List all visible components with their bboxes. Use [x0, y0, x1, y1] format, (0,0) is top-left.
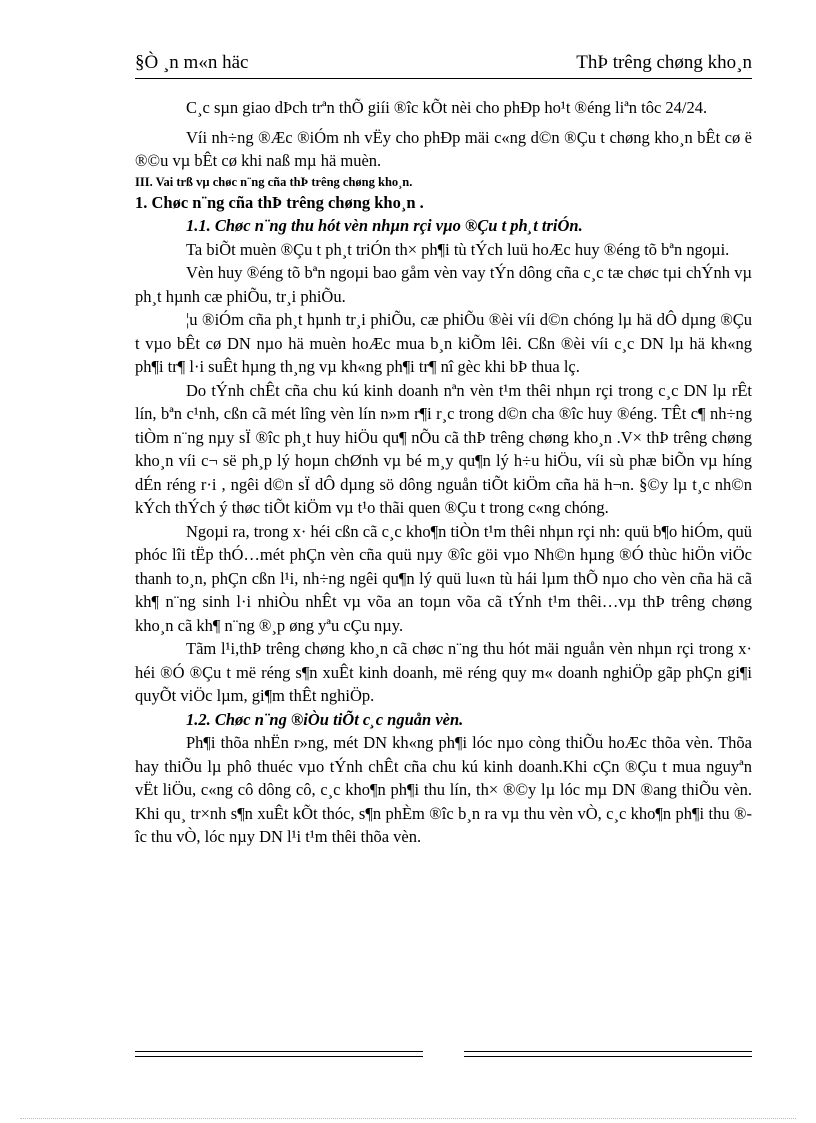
page-header [135, 50, 752, 79]
paragraph: Tãm l¹i,thÞ trêng chøng kho¸n cã chøc n¨ng thu hót mäi nguån vèn nhµn rçi trong x· héi ®Ó ®Çu t më réng s¶n xuÊt kinh doanh, më réng quy m« doanh nghiÖp gãp phÇn gi¶i quyÕt viÖc lµm, gi¶m thÊt nghiÖp. [135, 639, 752, 705]
paragraph: Víi nh÷ng ®Æc ®iÓm nh vËy cho phÐp mäi c«ng d©n ®Çu t chøng kho¸n bÊt cø ë ®©u vµ bÊt cø khi naß mµ hä muèn. [135, 127, 752, 170]
heading-1-2: 1.2. Chøc n¨ng ®iÒu tiÕt c¸c nguån vèn. [186, 709, 464, 729]
page-footer [135, 1051, 752, 1059]
paragraph: ¦u ®iÓm cña ph¸t hµnh tr¸i phiÕu, cæ phiÕu ®èi víi d©n chóng lµ hä dÔ dµng ®Çu t vµo bÊt cø DN nµo hä muèn hoÆc mua b¸n kiÕm lêi. Cßn ®èi víi c¸c DN lµ hä kh«ng ph¶i tr¶ l·i suÊt hµng th¸ng vµ kh«ng ph¶i tr¶ nî gèc khi bÞ thua lç. [135, 310, 752, 376]
footer-rule-left [135, 1051, 423, 1057]
page-edge [20, 1118, 796, 1119]
paragraph: Vèn huy ®éng tõ bªn ngoµi bao gåm vèn vay tÝn dông cña c¸c tæ chøc tµi chÝnh vµ ph¸t hµnh cæ phiÕu, tr¸i phiÕu. [135, 263, 752, 306]
paragraph: Do tÝnh chÊt cña chu kú kinh doanh nªn vèn t¹m thêi nhµn rçi trong c¸c DN lµ rÊt lín, bªn c¹nh, cßn cã mét lîng vèn lín n»m r¶i r¸c trong d©n cha ®îc huy ®éng. TÊt c¶ nh÷ng tiÒm n¨ng nµy sÏ ®îc ph¸t huy hiÖu qu¶ nÕu cã thÞ trêng chøng kho¸n .V× thÞ trêng chøng kho¸n víi c¬ së ph¸p lý hoµn chØnh vµ bé m¸y qu¶n lý h÷u hiÖu, víi sù phæ biÕn vµ híng dÉn réng r·i , ngêi d©n sÏ dÔ dµng sö dông nguån tiÕt kiÖm cña hä h¬n. §©y lµ t¸c nh©n kÝch thÝch ý thøc tiÕt kiÖm vµ t¹o thãi quen ®Çu t trong c«ng chóng. [135, 380, 752, 517]
header-subject: §Ò ¸n m«n häc [135, 52, 249, 73]
paragraph: Ngoµi ra, trong x· héi cßn cã c¸c kho¶n tiÒn t¹m thêi nhµn rçi nh: quü b¶o hiÓm, quü phóc lîi tËp thÓ…mét phÇn vèn cña quü nµy ®îc göi vµo Nh©n hµng ®Ó thùc hiÖn viÖc thanh to¸n, phÇn cßn l¹i, nh÷ng ngêi qu¶n lý quü lu«n tù hái lµm thÕ nµo cho vèn cña hä cã kh¶ n¨ng sinh l·i nhiÒu nhÊt vµ võa an toµn võa cã tÝnh t¹m thêi…vµ thÞ trêng chøng kho¸n cã kh¶ n¨ng ®¸p øng yªu cÇu nµy. [135, 521, 752, 635]
heading-1-1: 1.1. Chøc n¨ng thu hót vèn nhµn rçi vµo ®Çu t ph¸t triÓn. [186, 216, 583, 235]
section-heading: III. Vai trß vµ chøc n¨ng cña thÞ trêng chøng kho¸n. [135, 174, 413, 189]
paragraph: Ph¶i thõa nhËn r»ng, mét DN kh«ng ph¶i lóc nµo còng thiÕu hoÆc thõa vèn. Thõa hay thiÕu lµ phô thuéc vµo tÝnh chÊt cña chu kú kinh doanh.Khi cÇn ®Çu t mua nguyªn vËt liÖu, c«ng cô dông cô, c¸c kho¶n ph¶i thu lín, th× ®©y lµ lóc mµ DN ®ang thiÕu vèn. Khi qu¸ tr×nh s¶n xuÊt kÕt thóc, s¶n phÈm ®îc b¸n ra vµ thu vèn vÒ, c¸c kho¶n ph¶i thu ®îc thu vÒ, lóc nµy DN l¹i t¹m thêi thõa vèn. [135, 733, 752, 846]
header-title: ThÞ trêng chøng kho¸n [576, 52, 752, 73]
paragraph: Ta biÕt muèn ®Çu t ph¸t triÓn th× ph¶i tù tÝch luü hoÆc huy ®éng tõ bªn ngoµi. [186, 239, 730, 259]
paragraph: C¸c sµn giao dÞch trªn thÕ giíi ®îc kÕt nèi cho phÐp ho¹t ®éng liªn tôc 24/24. [186, 98, 708, 117]
footer-rule-right [464, 1051, 752, 1057]
document-body [135, 96, 752, 849]
heading-1: 1. Chøc n¨ng cña thÞ trêng chøng kho¸n . [135, 192, 424, 212]
